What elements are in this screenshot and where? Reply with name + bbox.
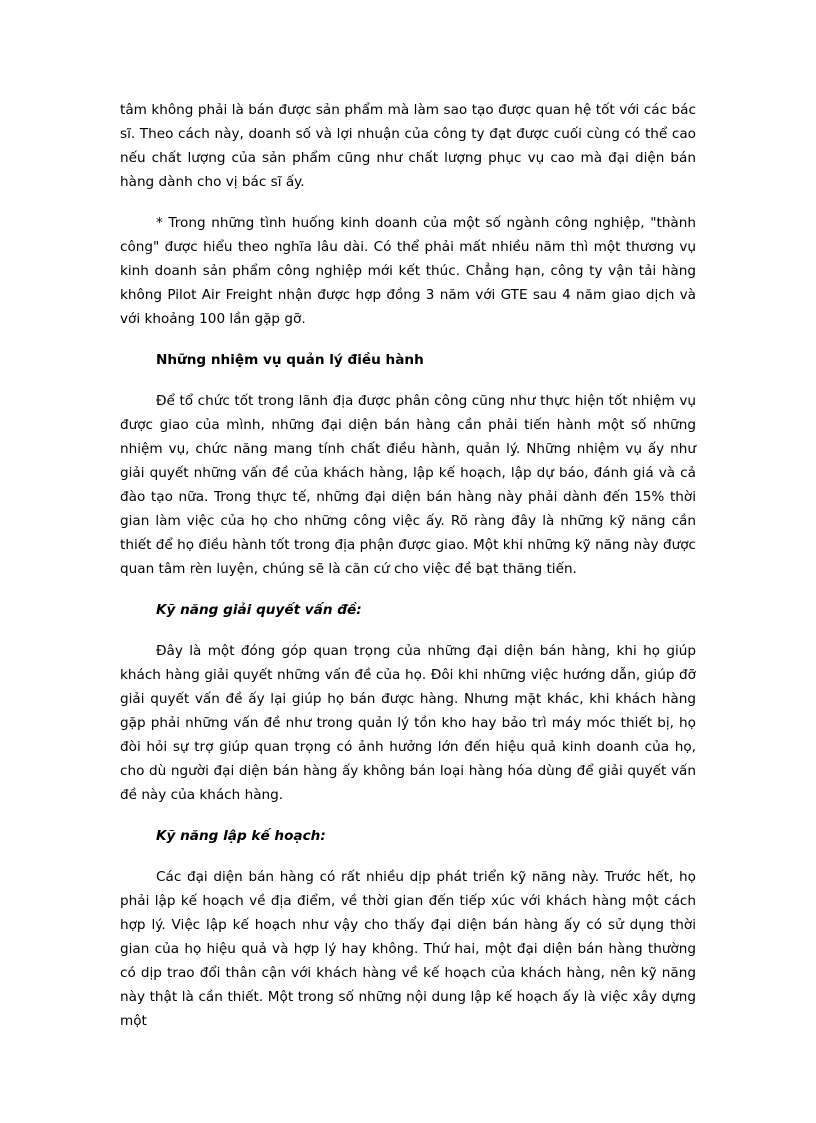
heading-planning: Kỹ năng lập kế hoạch:	[156, 828, 326, 844]
paragraph-planning: Các đại diện bán hàng có rất nhiều dịp phát triển kỹ năng này. Trước hết, họ phải lập kế hoạch về địa điểm, về thời gian đến tiếp xúc với khách hàng một cách hợp lý. Việc lập kế hoạch như vậy cho thấy đại diện bán hàng ấy có sử dụng thời gian của họ hiệu quả và hợp lý hay không. Thứ hai, một đại diện bán hàng thường có dịp trao đổi thân cận với khách hàng về kế hoạch của khách hàng, nên kỹ năng này thật là cần thiết. Một trong số những nội dung lập kế hoạch ấy là việc xây dựng một	[120, 869, 696, 1029]
paragraph-long-term-success: * Trong những tình huống kinh doanh của một số ngành công nghiệp, "thành công" được hiểu theo nghĩa lâu dài. Có thể phải mất nhiều năm thì một thương vụ kinh doanh sản phẩm công nghiệp mới kết thúc. Chẳng hạn, công ty vận tải hàng không Pilot Air Freight nhận được hợp đồng 3 năm với GTE sau 4 năm giao dịch và với khoảng 100 lần gặp gỡ.	[120, 215, 696, 327]
heading-problem-solving: Kỹ năng giải quyết vấn đề:	[156, 602, 362, 618]
paragraph-problem-solving: Đây là một đóng góp quan trọng của những đại diện bán hàng, khi họ giúp khách hàng giải quyết những vấn đề của họ. Đôi khi những việc hướng dẫn, giúp đỡ giải quyết vấn đề ấy lại giúp họ bán được hàng. Nhưng mặt khác, khi khách hàng gặp phải những vấn đề như trong quản lý tồn kho hay bảo trì máy móc thiết bị, họ đòi hỏi sự trợ giúp quan trọng có ảnh hưởng lớn đến hiệu quả kinh doanh của họ, cho dù người đại diện bán hàng ấy không bán loại hàng hóa dùng để giải quyết vấn đề này của khách hàng.	[120, 643, 696, 803]
document-page	[120, 98, 696, 1050]
heading-management-tasks: Những nhiệm vụ quản lý điều hành	[156, 352, 424, 368]
paragraph-management-tasks: Để tổ chức tốt trong lãnh địa được phân công cũng như thực hiện tốt nhiệm vụ được giao của mình, những đại diện bán hàng cần phải tiến hành một số những nhiệm vụ, chức năng mang tính chất điều hành, quản lý. Những nhiệm vụ ấy như giải quyết những vấn đề của khách hàng, lập kế hoạch, lập dự báo, đánh giá và cả đào tạo nữa. Trong thực tế, những đại diện bán hàng này phải dành đến 15% thời gian làm việc của họ cho những công việc ấy. Rõ ràng đây là những kỹ năng cần thiết để họ điều hành tốt trong địa phận được giao. Một khi những kỹ năng này được quan tâm rèn luyện, chúng sẽ là căn cứ cho việc đề bạt thăng tiến.	[120, 393, 696, 577]
paragraph-intro: tâm không phải là bán được sản phẩm mà làm sao tạo được quan hệ tốt với các bác sĩ. Theo cách này, doanh số và lợi nhuận của công ty đạt được cuối cùng có thể cao nếu chất lượng của sản phẩm cũng như chất lượng phục vụ cao mà đại diện bán hàng dành cho vị bác sĩ ấy.	[120, 102, 696, 190]
